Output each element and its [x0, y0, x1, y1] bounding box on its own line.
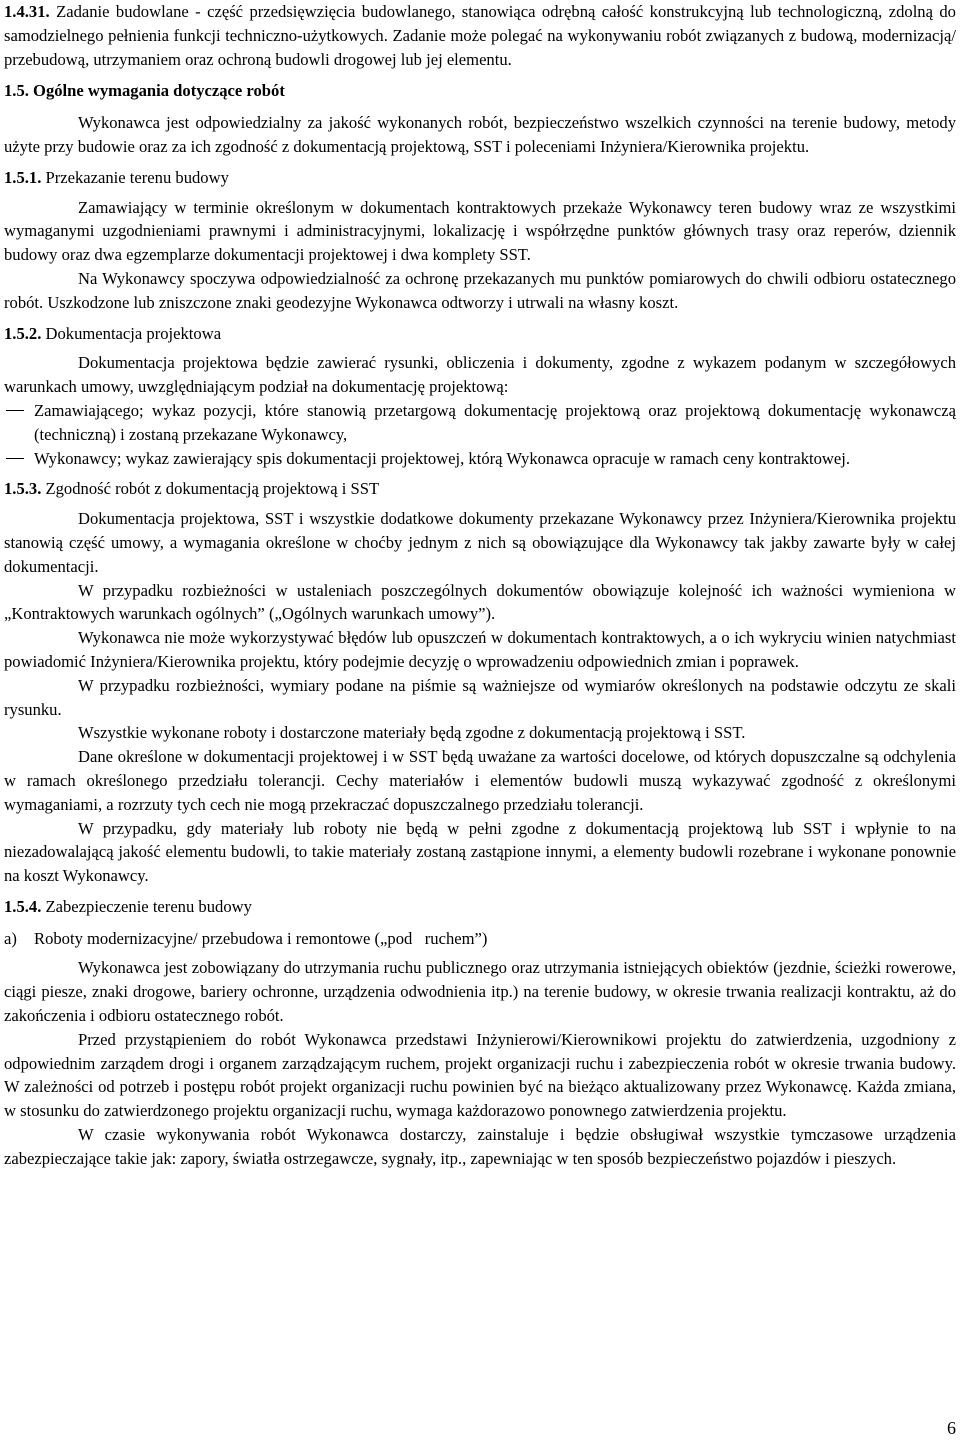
subsection-heading-a: [4, 927, 956, 951]
section-heading-1-5-2: [4, 322, 956, 346]
page-number: 6: [947, 1418, 956, 1438]
dash-bullet: [6, 458, 24, 460]
paragraph: Wykonawca jest zobowiązany do utrzymania ruchu publicznego oraz utrzymania istniejących obiektów (jezdnie, ścieżki rowerowe, ciągi piesze, znaki drogowe, bariery ochronne, urządzenia odwodnienia itp.) na terenie budowy, w okresie trwania realizacji kontraktu, aż do zakończenia i odbioru ostatecznego robót.: [4, 958, 956, 1026]
paragraph: W przypadku, gdy materiały lub roboty nie będą w pełni zgodne z dokumentacją projektową lub SST i wpłynie to na niezadowalającą jakość elementu budowli, to takie materiały zostaną zastąpione innymi, a elementy budowli rozebrane i wykonane ponownie na koszt Wykonawcy.: [4, 818, 956, 886]
section-title: Zgodność robót z dokumentacją projektową i SST: [45, 479, 380, 499]
dash-bullet: [6, 410, 24, 412]
section-number: 1.5.3.: [4, 479, 42, 499]
list-marker: a): [4, 928, 17, 948]
section-heading-1-5-3: [4, 477, 956, 501]
section-heading-1-5: [4, 79, 956, 103]
paragraph: Wykonawca jest odpowiedzialny za jakość wykonanych robót, bezpieczeństwo wszelkich czynności na terenie budowy, metody użyte przy budowie oraz za ich zgodność z dokumentacją projektową, SST i poleceniami Inżyniera/Kierownika projektu.: [4, 113, 956, 156]
document-page: [4, 0, 956, 1440]
paragraph: Dokumentacja projektowa będzie zawierać rysunki, obliczenia i dokumenty, zgodne z wykazem podanym w szczegółowych warunkach umowy, uwzględniającym podział na dokumentację projektową:: [4, 353, 956, 397]
paragraph: Na Wykonawcy spoczywa odpowiedzialność za ochronę przekazanych mu punktów pomiarowych do chwili odbioru ostatecznego robót. Uszkodzone lub zniszczone znaki geodezyjne Wykonawca odtworzy i utrwali na własny koszt.: [4, 268, 956, 312]
section-number: 1.5.4.: [4, 896, 42, 916]
section-heading-1-5-1: [4, 166, 956, 190]
paragraph: Przed przystąpieniem do robót Wykonawca przedstawi Inżynierowi/Kierownikowi projektu do zatwierdzenia, uzgodniony z odpowiednim zarządem drogi i organem zarządzającym ruchem, projekt organizacji ruchu i zabezpieczenia robót w okresie trwania budowy. W zależności od potrzeb i postępu robót projekt organizacji ruchu powinien być na bieżąco aktualizowany przez Wykonawcę. Każda zmiana, w stosunku do zatwierdzonego projektu organizacji ruchu, wymaga każdorazowo ponownego zatwierdzenia projektu.: [4, 1029, 956, 1121]
section-title: Dokumentacja projektowa: [45, 323, 222, 343]
paragraph: W przypadku rozbieżności, wymiary podane na piśmie są ważniejsze od wymiarów określonych na podstawie odczytu ze skali rysunku.: [4, 675, 956, 719]
paragraph: Dane określone w dokumentacji projektowej i w SST będą uważane za wartości docelowe, od których dopuszczalne są odchylenia w ramach określonego przedziału tolerancji. Cechy materiałów i elementów budowli muszą wykazywać zgodność z określonymi wymaganiami, a rozrzuty tych cech nie mogą przekraczać dopuszczalnego przedziału tolerancji.: [4, 747, 956, 814]
paragraph: Wszystkie wykonane roboty i dostarczone materiały będą zgodne z dokumentacją projektową i SST.: [78, 723, 746, 743]
paragraph: Dokumentacja projektowa, SST i wszystkie dodatkowe dokumenty przekazane Wykonawcy przez Inżyniera/Kierownika projektu stanowią część umowy, a wymagania określone w choćby jednym z nich są obowiązujące dla Wykonawcy tak jakby zawarte były w całej dokumentacji.: [4, 509, 956, 576]
subsection-title: Roboty modernizacyjne/ przebudowa i remontowe („pod ruchem”): [34, 928, 488, 948]
section-number: 1.5.1.: [4, 167, 42, 187]
paragraph: Zamawiający w terminie określonym w dokumentach kontraktowych przekaże Wykonawcy teren budowy wraz ze wszystkimi wymaganymi uzgodnieniami prawnymi i administracyjnymi, lokalizację i współrzędne punktów głównych trasy oraz reperów, dziennik budowy oraz dwa egzemplarze dokumentacji projektowej i dwa komplety SST.: [4, 197, 956, 265]
section-number: 1.5.2.: [4, 323, 42, 343]
section-title: Zabezpieczenie terenu budowy: [45, 896, 252, 916]
list-item: Zamawiającego; wykaz pozycji, które stanowią przetargową dokumentację projektową oraz projektową dokumentację wykonawczą (techniczną) i zostaną przekazane Wykonawcy,: [4, 399, 956, 447]
list-item: Wykonawcy; wykaz zawierający spis dokumentacji projektowej, którą Wykonawca opracuje w ramach ceny kontraktowej.: [4, 447, 956, 471]
paragraph: W czasie wykonywania robót Wykonawca dostarczy, zainstaluje i będzie obsługiwał wszystkie tymczasowe urządzenia zabezpieczające takie jak: zapory, światła ostrzegawcze, sygnały, itp., zapewniając w ten sposób bezpieczeństwo pojazdów i pieszych.: [4, 1125, 956, 1168]
section-heading-1-5-4: [4, 895, 956, 919]
section-title: Ogólne wymagania dotyczące robót: [33, 81, 285, 101]
definition-number: 1.4.31.: [4, 2, 50, 21]
section-title: Przekazanie terenu budowy: [45, 167, 229, 187]
definition-text: Zadanie budowlane - część przedsięwzięcia budowlanego, stanowiąca odrębną całość konstrukcyjną lub technologiczną, zdolną do samodzielnego pełnienia funkcji techniczno-użytkowych. Zadanie może polegać na wykonywaniu robót związanych z budową, modernizacją/ przebudową, utrzymaniem oraz ochroną budowli drogowej lub jej elementu.: [4, 2, 956, 69]
section-number: 1.5.: [4, 81, 29, 101]
paragraph: Wykonawca nie może wykorzystywać błędów lub opuszczeń w dokumentach kontraktowych, a o ich wykryciu winien natychmiast powiadomić Inżyniera/Kierownika projektu, który podejmie decyzję o wprowadzeniu odpowiednich zmian i poprawek.: [4, 628, 956, 671]
definition-1-4-31: [4, 0, 956, 71]
paragraph: W przypadku rozbieżności w ustaleniach poszczególnych dokumentów obowiązuje kolejność ich ważności wymieniona w „Kontraktowych warunkach ogólnych” („Ogólnych warunkach umowy”).: [4, 580, 956, 624]
